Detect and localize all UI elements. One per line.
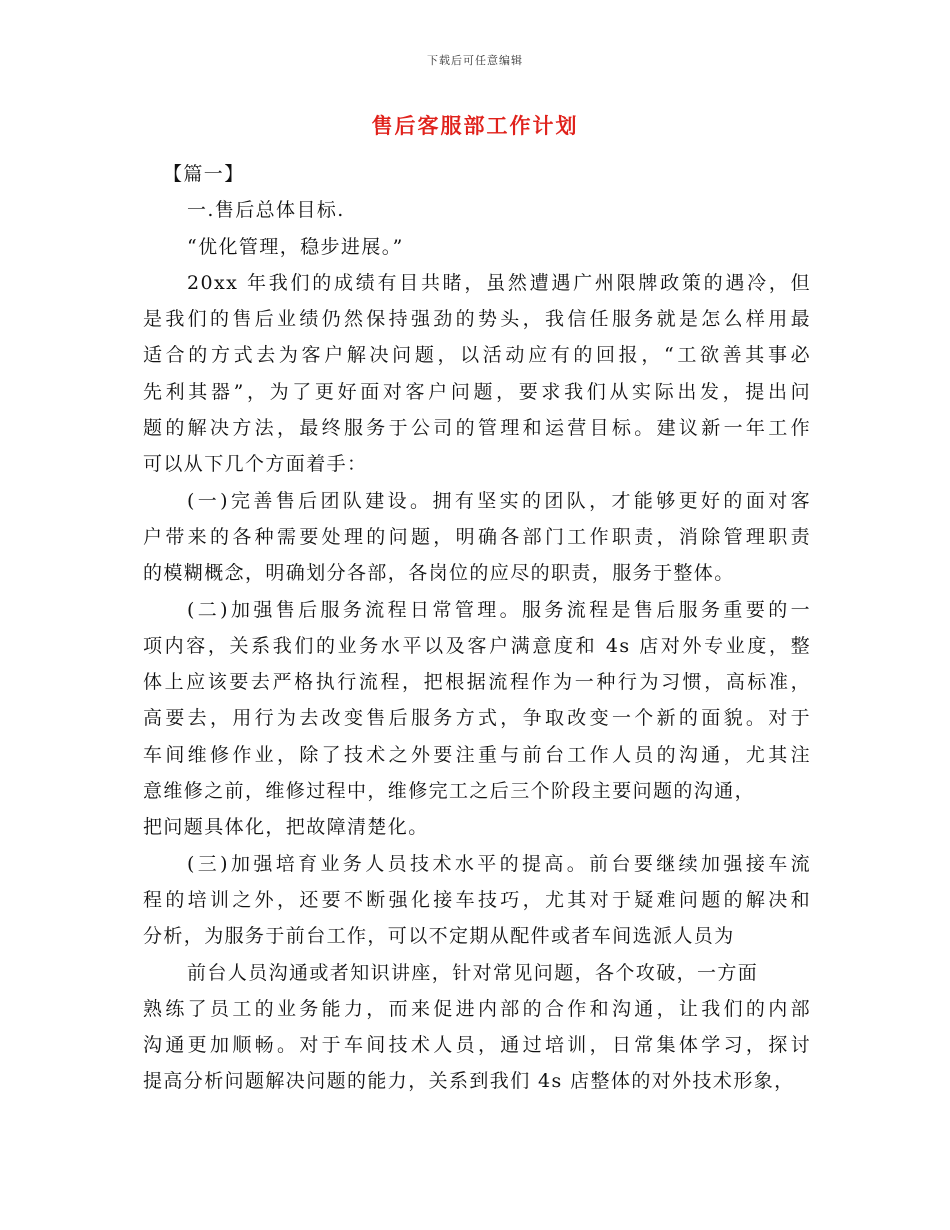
paragraph-line: 是我们的售后业绩仍然保持强劲的势头，我信任服务就是怎么样用最 [143,308,811,331]
paragraph-line: 先利其器”，为了更好面对客户问题，要求我们从实际出发，提出问 [143,380,811,403]
section-heading: 【篇一】 [163,163,245,185]
paragraph-line: 提高分析问题解决问题的能力，关系到我们 4s 店整体的对外技术形象， [143,1070,795,1093]
subheading: 一.售后总体目标. [187,199,345,222]
paragraph-line: 熟练了员工的业务能力，而来促进内部的合作和沟通，让我们的内部 [143,997,811,1020]
paragraph-line: 意维修之前，维修过程中，维修完工之后三个阶段主要问题的沟通， [143,780,756,803]
paragraph-line: 的模糊概念，明确划分各部，各岗位的应尽的职责，服务于整体。 [143,562,735,585]
header-note: 下载后可任意编辑 [427,54,523,67]
paragraph-line: (二)加强售后服务流程日常管理。服务流程是售后服务重要的一 [187,598,811,621]
motto-line: “优化管理，稳步进展。” [187,235,404,258]
paragraph-line: 沟通更加顺畅。对于车间技术人员，通过培训，日常集体学习，探讨 [143,1034,811,1057]
paragraph-line: 项内容，关系我们的业务水平以及客户满意度和 4s 店对外专业度，整 [143,634,811,657]
paragraph-line: 户带来的各种需要处理的问题，明确各部门工作职责，消除管理职责 [143,525,811,548]
paragraph-line: 适合的方式去为客户解决问题，以活动应有的回报，“工欲善其事必 [143,344,811,367]
paragraph-line: 把问题具体化，把故障清楚化。 [143,816,429,839]
paragraph-line: 高要去，用行为去改变售后服务方式，争取改变一个新的面貌。对于 [143,707,811,730]
paragraph-line: (三)加强培育业务人员技术水平的提高。前台要继续加强接车流 [187,852,811,875]
paragraph-line: (一)完善售后团队建设。拥有坚实的团队，才能够更好的面对客 [187,489,811,512]
paragraph-line: 程的培训之外，还要不断强化接车技巧，尤其对于疑难问题的解决和 [143,888,811,911]
paragraph-line: 车间维修作业，除了技术之外要注重与前台工作人员的沟通，尤其注 [143,743,811,766]
paragraph-line: 20xx 年我们的成绩有目共睹，虽然遭遇广州限牌政策的遇冷，但 [187,271,811,294]
paragraph-line: 可以从下几个方面着手： [143,453,368,476]
paragraph-line: 体上应该要去严格执行流程，把根据流程作为一种行为习惯，高标准， [143,671,811,694]
paragraph-line: 分析，为服务于前台工作，可以不定期从配件或者车间选派人员为 [143,925,735,948]
paragraph-line: 前台人员沟通或者知识讲座，针对常见问题，各个攻破，一方面 [187,961,759,984]
document-body [143,156,811,1100]
paragraph-line: 题的解决方法，最终服务于公司的管理和运营目标。建议新一年工作 [143,417,811,440]
document-title: 售后客服部工作计划 [371,113,579,138]
